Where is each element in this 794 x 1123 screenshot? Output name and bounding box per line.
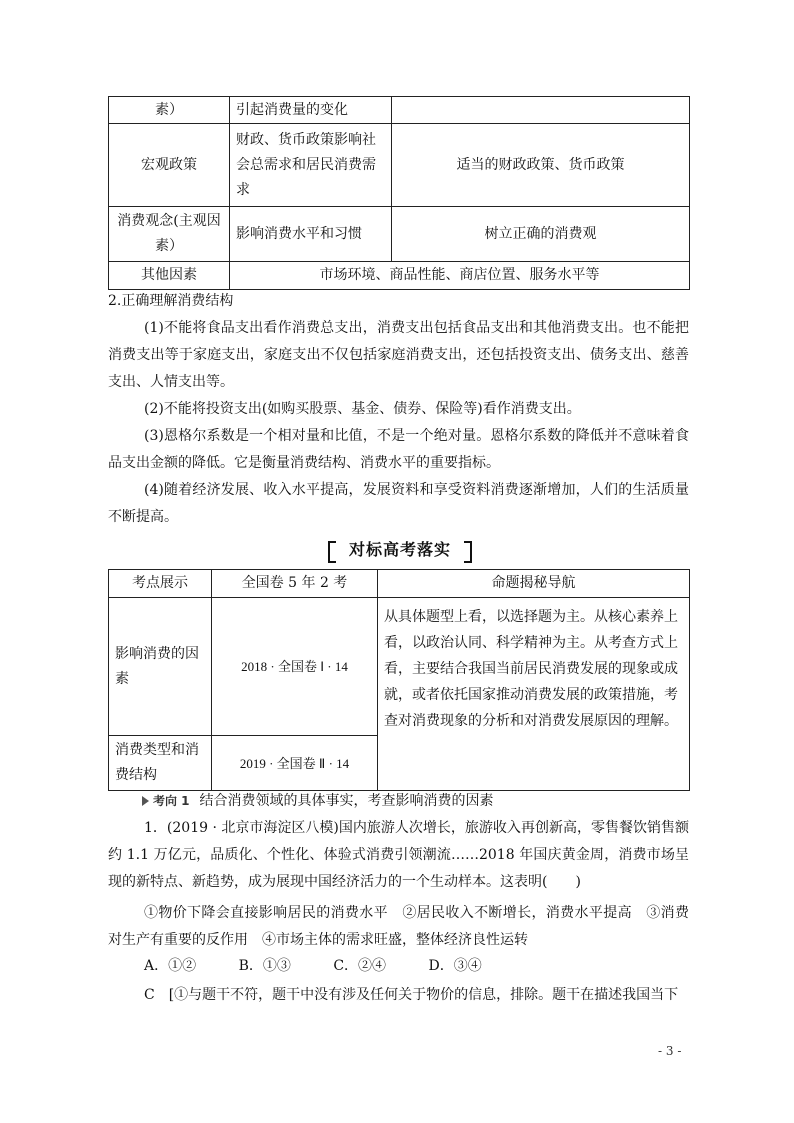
question-stem: 1．(2019 · 北京市海淀区八模)国内旅游人次增长，旅游收入再创新高，零售餐饮销售额约 1.1 万亿元，品质化、个性化、体验式消费引领潮流……2018 年国庆黄金周，消费市场呈现的新特点、新趋势，成为展现中国经济活力的一个生动样本。这表明( ) — [108, 820, 689, 890]
table-header-cell: 考点展示 — [109, 570, 212, 598]
table-row — [109, 598, 690, 736]
triangle-icon — [142, 796, 149, 806]
table-cell: 引起消费量的变化 — [230, 97, 392, 124]
option-b: B．①③ — [238, 958, 291, 974]
answer-explanation: C [①与题干不符，题干中没有涉及任何关于物价的信息，排除。题干在描述我国当下 — [144, 987, 679, 1003]
question-statements: ①物价下降会直接影响居民的消费水平 ②居民收入不断增长，消费水平提高 ③消费对生产有重要的反作用 ④市场主体的需求旺盛，整体经济良性运转 — [108, 905, 689, 948]
exam-direction-text: 结合消费领域的具体事实，考查影响消费的因素 — [199, 793, 494, 809]
banner-title: 对标高考落实 — [348, 540, 451, 559]
table-row — [109, 207, 690, 262]
table-cell: 市场环境、商品性能、商店位置、服务水平等 — [230, 262, 690, 290]
table-cell: 消费观念(主观因素） — [109, 207, 230, 262]
paragraph: (1)不能将食品支出看作消费总支出，消费支出包括食品支出和其他消费支出。也不能把消费支出等于家庭支出，家庭支出不仅包括家庭消费支出，还包括投资支出、债务支出、慈善支出、人情支出等。 — [108, 320, 689, 390]
page-number: - 3 - — [658, 1044, 682, 1058]
table-cell: 2018 · 全国卷 Ⅰ · 14 — [212, 598, 378, 736]
paragraph: (3)恩格尔系数是一个相对量和比值，不是一个绝对量。恩格尔系数的降低并不意味着食品支出金额的降低。它是衡量消费结构、消费水平的重要指标。 — [108, 428, 689, 471]
table-cell-guide: 从具体题型上看，以选择题为主。从核心素养上看，以政治认同、科学精神为主。从考查方式上看，主要结合我国当前居民消费发展的现象或成就，或者依托国家推动消费发展的政策措施，考查对消费现象的分析和对消费发展原因的理解。 — [378, 598, 690, 791]
table-cell: 树立正确的消费观 — [392, 207, 690, 262]
table-cell: 财政、货币政策影响社会总需求和居民消费需求 — [230, 124, 392, 207]
table-cell: 适当的财政政策、货币政策 — [392, 124, 690, 207]
exam-analysis-table — [108, 569, 690, 791]
table-cell: 影响消费水平和习惯 — [230, 207, 392, 262]
table-cell: 素） — [109, 97, 230, 124]
section-heading: 2.正确理解消费结构 — [108, 293, 234, 309]
table-header-cell: 命题揭秘导航 — [378, 570, 690, 598]
table-row — [109, 97, 690, 124]
bracket-left-icon — [328, 541, 336, 563]
option-a: A．①② — [144, 958, 197, 974]
option-c: C．②④ — [333, 958, 387, 974]
exam-direction-line — [142, 790, 494, 812]
consumption-factors-table — [108, 96, 690, 290]
answer-options — [144, 955, 520, 977]
table-cell: 其他因素 — [109, 262, 230, 290]
table-cell: 2019 · 全国卷 Ⅱ · 14 — [212, 736, 378, 791]
paragraph: (2)不能将投资支出(如购买股票、基金、债券、保险等)看作消费支出。 — [144, 401, 581, 417]
section-banner — [320, 537, 480, 563]
exam-direction-label: 考向 1 — [153, 794, 190, 808]
table-header-cell: 全国卷 5 年 2 考 — [212, 570, 378, 598]
table-cell — [392, 97, 690, 124]
table-header-row — [109, 570, 690, 598]
table-row — [109, 262, 690, 290]
bracket-right-icon — [464, 541, 472, 563]
table-cell: 影响消费的因素 — [109, 598, 212, 736]
table-cell: 宏观政策 — [109, 124, 230, 207]
table-row — [109, 124, 690, 207]
table-cell: 消费类型和消费结构 — [109, 736, 212, 791]
option-d: D．③④ — [428, 958, 482, 974]
paragraph: (4)随着经济发展、收入水平提高，发展资料和享受资料消费逐渐增加，人们的生活质量不断提高。 — [108, 482, 689, 525]
